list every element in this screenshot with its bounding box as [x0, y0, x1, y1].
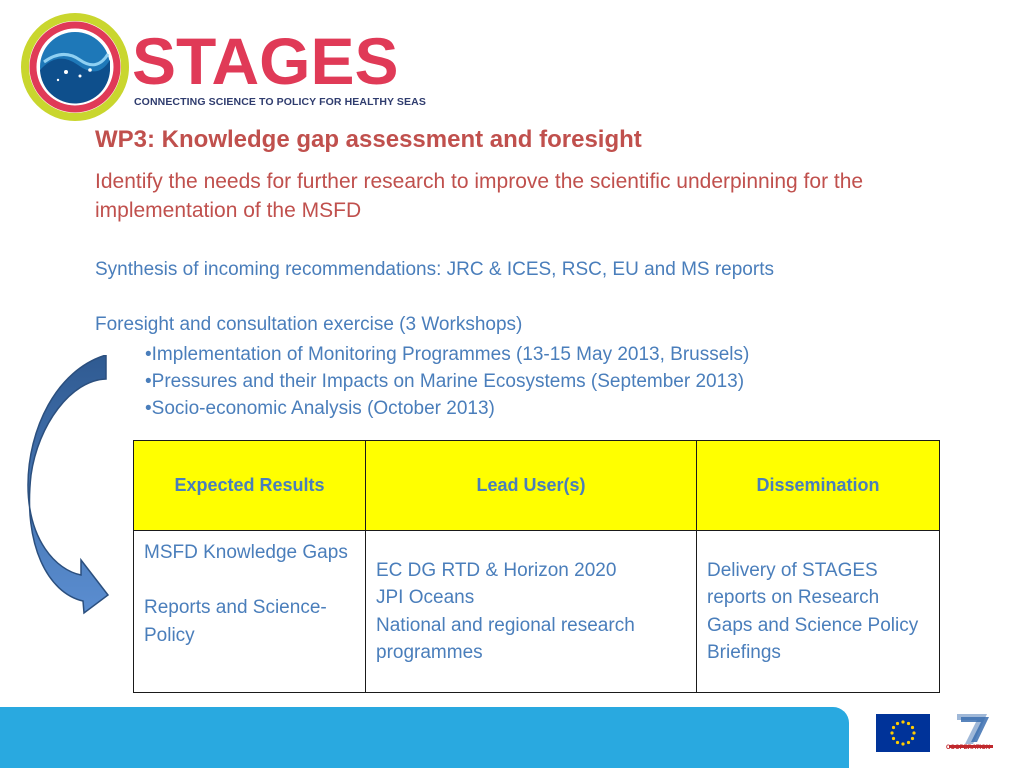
synthesis-text: Synthesis of incoming recommendations: JRC & ICES, RSC, EU and MS reports [95, 259, 774, 280]
cell-dissemination [697, 531, 940, 693]
stages-logo [18, 10, 426, 125]
cell-text: EC DG RTD & Horizon 2020 [376, 559, 617, 581]
curved-arrow-icon [26, 355, 116, 615]
header-lead-users: Lead User(s) [366, 441, 697, 531]
cell-text: JPI Oceans [376, 587, 475, 608]
logo-wordmark: STAGES [132, 24, 399, 98]
workshop-list [145, 341, 749, 422]
list-item: •Implementation of Monitoring Programmes (13-15 May 2013, Brussels) [145, 344, 750, 365]
footer-bar [0, 707, 849, 768]
logo-tagline: CONNECTING SCIENCE TO POLICY FOR HEALTHY SEAS [134, 96, 426, 108]
cell-lead-users [366, 531, 697, 693]
logo-ring-icon [18, 10, 133, 125]
list-item: •Pressures and their Impacts on Marine Ecosystems (September 2013) [145, 371, 745, 392]
table-row [134, 531, 940, 693]
page-subtitle: Identify the needs for further research to improve the scientific underpinning for the implementation of the MSFD [95, 170, 864, 222]
fp7-caption: COOPERATION [946, 745, 991, 751]
cell-text: National and regional research programmes [376, 614, 635, 663]
foresight-intro: Foresight and consultation exercise (3 Workshops) [95, 314, 523, 335]
results-table [133, 440, 940, 693]
header-expected-results: Expected Results [134, 441, 366, 531]
list-item: •Socio-economic Analysis (October 2013) [145, 398, 495, 419]
eu-flag-icon [876, 714, 930, 752]
cell-text: Delivery of STAGES reports on Research Gaps and Science Policy Briefings [707, 559, 919, 663]
header-dissemination: Dissemination [697, 441, 940, 531]
cell-text: MSFD Knowledge Gaps [144, 542, 348, 563]
page-title: WP3: Knowledge gap assessment and foresight [95, 126, 642, 153]
table-header-row [134, 441, 940, 531]
cell-text: Reports and Science-Policy [144, 597, 327, 646]
cell-expected-results [134, 531, 366, 693]
